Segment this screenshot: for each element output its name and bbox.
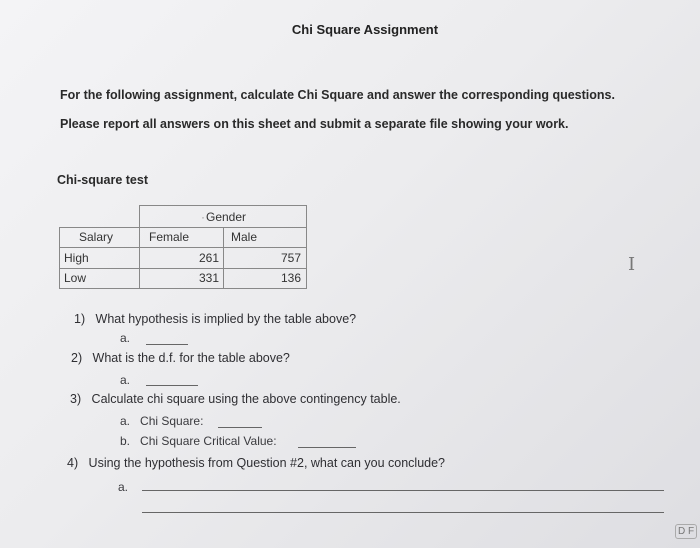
- column-header-female: Female: [149, 230, 190, 244]
- instruction-line-1: For the following assignment, calculate Chi Square and answer the corresponding questions.: [60, 88, 615, 102]
- text-cursor-icon: I: [628, 254, 636, 275]
- page-title: Chi Square Assignment: [291, 22, 439, 37]
- critical-value-answer-blank[interactable]: [298, 447, 356, 448]
- question-3-answer-b: b. Chi Square Critical Value:: [120, 434, 277, 448]
- question-4-answer-line-1[interactable]: [142, 490, 664, 491]
- column-header-male: Male: [231, 230, 258, 244]
- cell-high-male: 757: [280, 250, 301, 265]
- question-2: 2) What is the d.f. for the table above?: [71, 351, 290, 365]
- row-label-low: Low: [64, 271, 87, 285]
- gender-group-header: · Gender: [201, 210, 247, 224]
- salary-row-header: Salary: [79, 230, 114, 244]
- question-2-answer-blank[interactable]: [146, 385, 198, 386]
- cell-low-female: 331: [198, 271, 219, 285]
- question-2-answer-marker: a.: [120, 373, 131, 387]
- instruction-line-2: Please report all answers on this sheet and submit a separate file showing your work.: [60, 117, 569, 131]
- question-1-answer-marker: a.: [120, 331, 131, 345]
- question-4-answer-line-2[interactable]: [142, 512, 664, 513]
- row-label-high: High: [64, 250, 89, 265]
- corner-badge-icon: D F: [675, 524, 697, 539]
- question-4-answer-marker: a.: [118, 480, 129, 494]
- question-3-answer-a: a. Chi Square:: [120, 414, 204, 428]
- question-3: 3) Calculate chi square using the above contingency table.: [70, 392, 401, 406]
- cell-high-female: 261: [198, 250, 219, 265]
- chi-square-answer-blank[interactable]: [218, 427, 262, 428]
- contingency-table: [59, 205, 307, 289]
- question-4: 4) Using the hypothesis from Question #2, what can you conclude?: [67, 456, 446, 470]
- question-1-answer-blank[interactable]: [146, 344, 188, 345]
- cell-low-male: 136: [280, 271, 301, 285]
- question-1: 1) What hypothesis is implied by the table above?: [74, 312, 357, 326]
- section-label: Chi-square test: [57, 173, 148, 187]
